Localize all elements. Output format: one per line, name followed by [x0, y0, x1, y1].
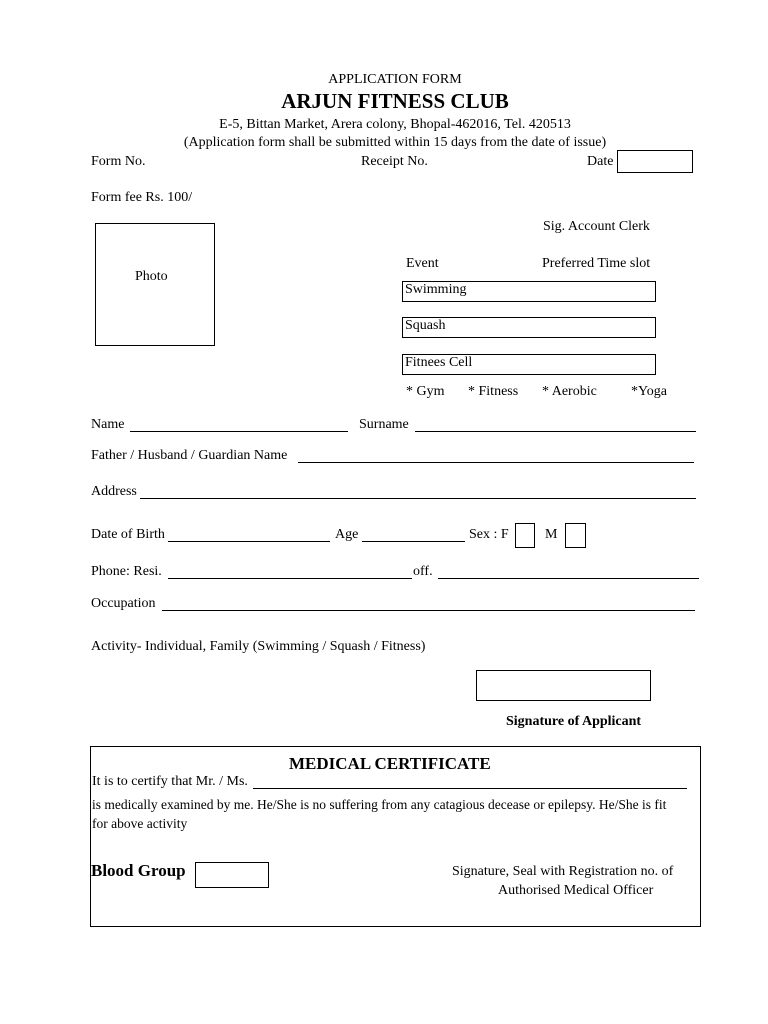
certify-label: It is to certify that Mr. / Ms.	[92, 774, 248, 789]
dob-input-line[interactable]	[168, 541, 330, 542]
event-header: Event	[406, 256, 439, 271]
surname-input-line[interactable]	[415, 431, 696, 432]
option-aerobic[interactable]: * Aerobic	[542, 384, 597, 399]
time-slot-header: Preferred Time slot	[542, 256, 651, 271]
event-swimming-field[interactable]	[402, 281, 656, 302]
club-address: E-5, Bittan Market, Arera colony, Bhopal-462016, Tel. 420513	[219, 117, 571, 132]
occupation-input-line[interactable]	[162, 610, 695, 611]
name-input-line[interactable]	[130, 431, 348, 432]
applicant-signature-label: Signature of Applicant	[506, 714, 642, 729]
certify-name-input-line[interactable]	[253, 788, 687, 789]
phone-resi-label: Phone: Resi.	[91, 564, 162, 579]
guardian-input-line[interactable]	[298, 462, 694, 463]
sex-f-checkbox[interactable]	[515, 523, 535, 548]
dob-label: Date of Birth	[91, 527, 165, 542]
option-yoga[interactable]: *Yoga	[631, 384, 667, 399]
phone-off-input-line[interactable]	[438, 578, 699, 579]
form-label: APPLICATION FORM	[328, 72, 462, 87]
sex-f-label: Sex : F	[469, 527, 509, 542]
club-name: ARJUN FITNESS CLUB	[281, 89, 509, 113]
age-input-line[interactable]	[362, 541, 465, 542]
form-no-label: Form No.	[91, 154, 146, 169]
applicant-signature-box[interactable]	[476, 670, 651, 701]
guardian-label: Father / Husband / Guardian Name	[91, 448, 288, 463]
medical-certificate-title: MEDICAL CERTIFICATE	[289, 754, 491, 773]
form-fee-label: Form fee Rs. 100/	[91, 190, 193, 205]
age-label: Age	[335, 527, 359, 542]
occupation-label: Occupation	[91, 596, 156, 611]
receipt-no-label: Receipt No.	[361, 154, 428, 169]
certificate-text-line1: is medically examined by me. He/She is no suffering from any catagious decease or epilepsy. He/She is fit	[92, 797, 667, 812]
address-label: Address	[91, 484, 137, 499]
event-fitness-cell-field[interactable]	[402, 354, 656, 375]
certificate-text-line2: for above activity	[92, 816, 188, 831]
blood-group-label: Blood Group	[91, 861, 186, 880]
event-fitness-cell-label: Fitnees Cell	[405, 355, 473, 370]
sex-m-label: M	[545, 527, 558, 542]
photo-label: Photo	[135, 269, 168, 284]
phone-off-label: off.	[413, 564, 433, 579]
name-label: Name	[91, 417, 125, 432]
sig-account-clerk-label: Sig. Account Clerk	[543, 219, 650, 234]
photo-box[interactable]	[95, 223, 215, 346]
option-gym[interactable]: * Gym	[406, 384, 445, 399]
option-fitness[interactable]: * Fitness	[468, 384, 519, 399]
sex-m-checkbox[interactable]	[565, 523, 586, 548]
medical-officer-signature-line1: Signature, Seal with Registration no. of	[452, 864, 674, 879]
medical-officer-signature-line2: Authorised Medical Officer	[498, 883, 654, 898]
event-squash-field[interactable]	[402, 317, 656, 338]
event-swimming-label: Swimming	[405, 282, 467, 297]
address-input-line[interactable]	[140, 498, 696, 499]
submission-note: (Application form shall be submitted within 15 days from the date of issue)	[183, 135, 607, 150]
medical-certificate-section	[90, 746, 701, 927]
activity-label: Activity- Individual, Family (Swimming / Squash / Fitness)	[91, 639, 426, 654]
surname-label: Surname	[359, 417, 409, 432]
blood-group-field[interactable]	[195, 862, 269, 888]
date-label: Date	[587, 154, 614, 169]
phone-resi-input-line[interactable]	[168, 578, 412, 579]
event-squash-label: Squash	[405, 318, 446, 333]
date-field[interactable]	[617, 150, 693, 173]
